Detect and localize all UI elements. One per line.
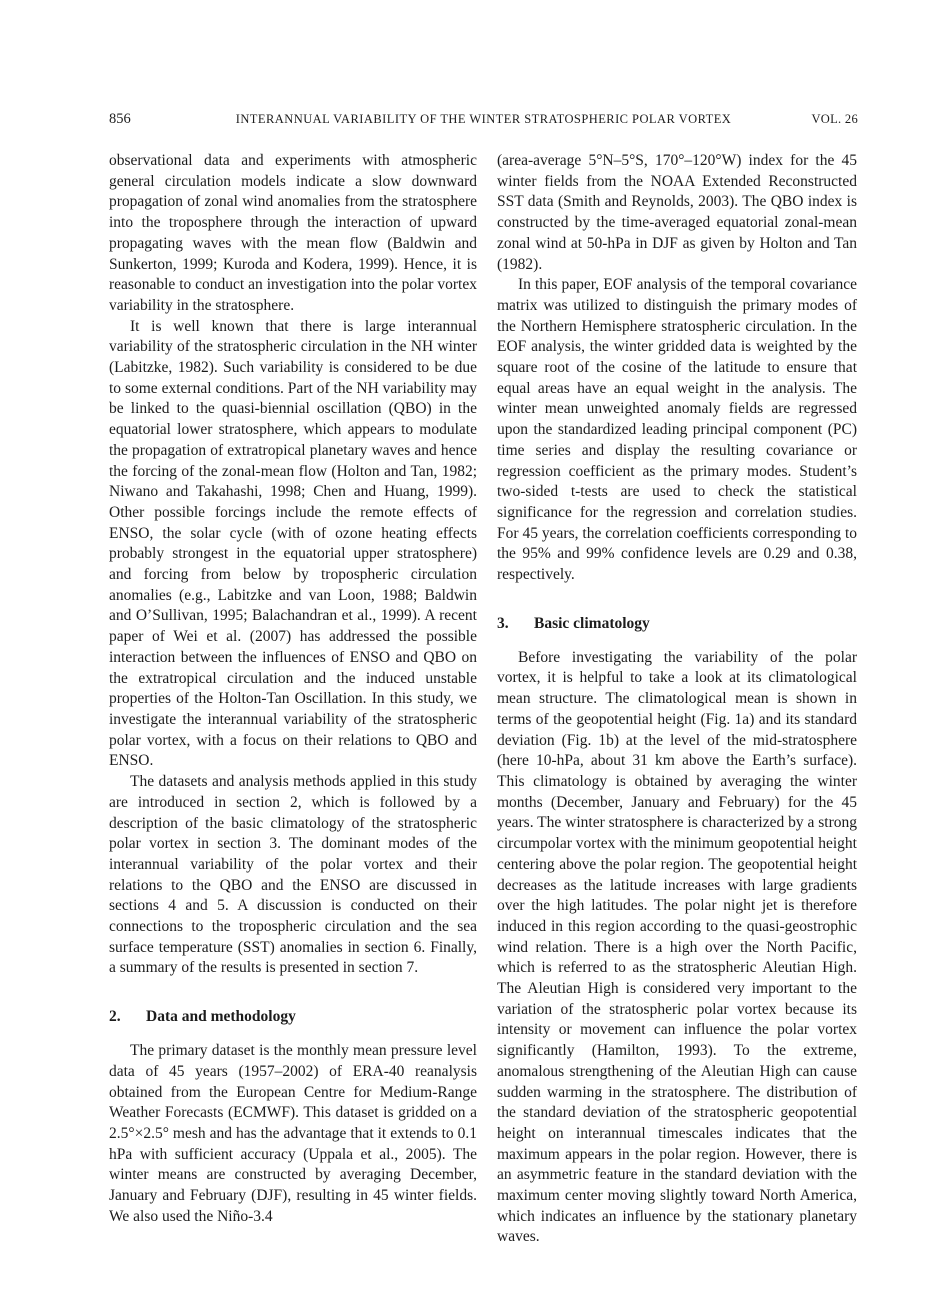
paragraph: The datasets and analysis methods applied in this study are introduced in section 2, which is followed by a description of the basic climatology of the stratospheric polar vortex in section 3. The dominant modes of the interannual variability of the polar vortex and their relations to the QBO and the ENSO are discussed in sections 4 and 5. A discussion is conducted on their connections to the tropospheric circulation and the sea surface temperature (SST) anomalies in section 6. Finally, a summary of the results is presented in section 7. [109,773,477,977]
section-title: Basic climatology [534,614,650,632]
paragraph: Before investigating the variability of the polar vortex, it is helpful to take a look at its climatological mean structure. The climatological mean is shown in terms of the geopotential height (Fig. 1a) and its standard deviation (Fig. 1b) at the level of the mid-stratosphere (here 10-hPa, about 31 km above the Earth’s surface). This climatology is obtained by averaging the winter months (December, January and February) for the 45 years. The winter stratosphere is characterized by a strong circumpolar vortex with the minimum geopotential height centering above the polar region. The geopotential height decreases as the latitude increases with large gradients over the high latitudes. The polar night jet is therefore induced in this region according to the quasi-geostrophic wind relation. There is a high over the North Pacific, which is referred to as the stratospheric Aleutian High. The Aleutian High is considered very important to the variation of the stratospheric polar vortex because its intensity or movement can influence the polar vortex significantly (Hamilton, 1993). To the extreme, anomalous strengthening of the Aleutian High can cause sudden warming in the stratosphere. The distribution of the standard deviation of the stratospheric geopotential height on interannual timescales indicates that the maximum appears in the polar region. However, there is an asymmetric feature in the standard deviation with the maximum center moving slightly toward North America, which indicates an influence by the stationary planetary waves. [497,648,857,1246]
left-column [109,151,477,1248]
right-column [497,151,857,1248]
page-header [109,111,858,128]
section-heading-basic-climatology [497,613,857,634]
section-title: Data and methodology [146,1008,296,1026]
paragraph: It is well known that there is large interannual variability of the stratospheric circulation in the NH winter (Labitzke, 1982). Such variability is considered to be due to some external conditions. Part of the NH variability may be linked to the quasi-biennial oscillation (QBO) in the equatorial lower stratosphere, which appears to modulate the propagation of extratropical planetary waves and hence the forcing of the zonal-mean flow (Holton and Tan, 1982; Niwano and Takahashi, 1998; Chen and Huang, 1999). Other possible forcings include the remote effects of ENSO, the solar cycle (with of ozone heating effects probably strongest in the equatorial upper stratosphere) and forcing from below by tropospheric circulation anomalies (e.g., Labitzke and van Loon, 1988; Baldwin and O’Sullivan, 1995; Balachandran et al., 1999). A recent paper of Wei et al. (2007) has addressed the possible interaction between the influences of ENSO and QBO on the extratropical circulation and the induced unstable properties of the Holton-Tan Oscillation. In this study, we investigate the interannual variability of the stratospheric polar vortex, with a focus on their relations to QBO and ENSO. [109,317,477,770]
paragraph: (area-average 5°N–5°S, 170°–120°W) index for the 45 winter fields from the NOAA Extended Reconstructed SST data (Smith and Reynolds, 2003). The QBO index is constructed by the time-averaged equatorial zonal-mean zonal wind at 50-hPa in DJF as given by Holton and Tan (1982). [497,152,857,273]
page-number: 856 [109,111,131,127]
two-column-body [109,151,857,1248]
paragraph: In this paper, EOF analysis of the temporal covariance matrix was utilized to distinguish the primary modes of the Northern Hemisphere stratospheric circulation. In the EOF analysis, the winter gridded data is weighted by the square root of the cosine of the latitude to ensure that equal areas have an equal weight in the analysis. The winter mean unweighted anomaly fields are regressed upon the standardized leading principal component (PC) time series and display the resulting covariance or regression coefficient as the primary modes. Student’s two-sided t-tests are used to check the statistical significance for the regression and correlation studies. For 45 years, the correlation coefficients corresponding to the 95% and 99% confidence levels are 0.29 and 0.38, respectively. [497,276,857,584]
section-number: 2. [109,1008,121,1026]
paragraph: The primary dataset is the monthly mean pressure level data of 45 years (1957–2002) of ERA-40 reanalysis obtained from the European Centre for Medium-Range Weather Forecasts (ECMWF). This dataset is gridded on a 2.5°×2.5° mesh and has the advantage that it extends to 0.1 hPa with sufficient accuracy (Uppala et al., 2005). The winter means are constructed by averaging December, January and February (DJF), resulting in 45 winter fields. We also used the Niño-3.4 [109,1042,477,1225]
section-heading-data-and-methodology [109,1006,477,1027]
volume-label: VOL. 26 [811,112,858,126]
running-title: INTERANNUAL VARIABILITY OF THE WINTER STRATOSPHERIC POLAR VORTEX [235,112,732,126]
section-number: 3. [497,614,509,632]
paragraph: observational data and experiments with atmospheric general circulation models indicate a slow downward propagation of zonal wind anomalies from the stratosphere into the troposphere through the interaction of upward propagating waves with the mean flow (Baldwin and Sunkerton, 1999; Kuroda and Kodera, 1999). Hence, it is reasonable to conduct an investigation into the polar vortex variability in the stratosphere. [109,152,477,314]
